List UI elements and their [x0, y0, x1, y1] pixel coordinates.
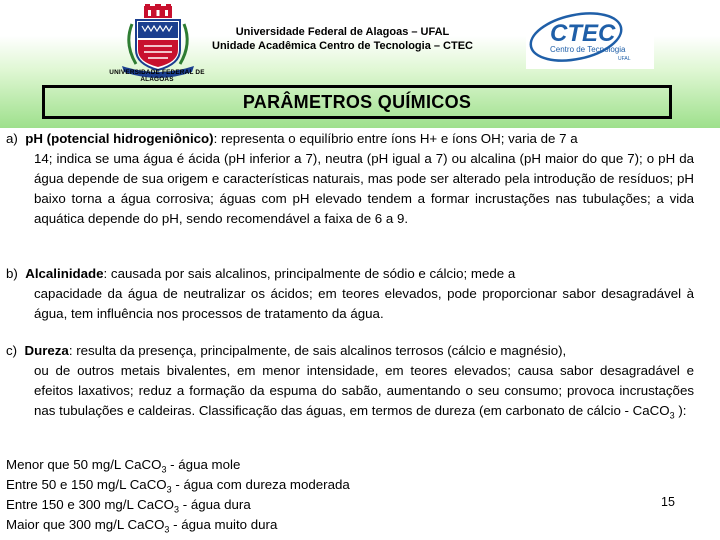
university-name: Universidade Federal de Alagoas – UFAL — [235, 26, 450, 38]
ufal-logo-caption: UNIVERSIDADE FEDERAL DE ALAGOAS — [109, 69, 205, 83]
section-first-line: : resulta da presença, principalmente, de sais alcalinos terrosos (cálcio e magnésio), — [68, 343, 567, 358]
section-marker: c) — [6, 343, 18, 358]
subscript: 3 — [669, 410, 675, 421]
section-dureza — [6, 341, 694, 421]
list-item-text: Maior que 300 mg/L CaCO — [6, 517, 165, 532]
section-body — [6, 361, 694, 421]
section-ph — [6, 129, 694, 229]
subscript: 3 — [166, 484, 172, 495]
subscript: 3 — [164, 524, 170, 535]
list-item-text: Entre 50 e 150 mg/L CaCO — [6, 477, 167, 492]
section-term: Dureza — [24, 343, 69, 358]
academic-unit-name: Unidade Acadêmica Centro de Tecnologia – CTEC — [212, 40, 473, 52]
subscript: 3 — [161, 464, 167, 475]
section-first-line: : causada por sais alcalinos, principalmente de sódio e cálcio; mede a — [103, 266, 516, 281]
institution-header — [185, 25, 500, 53]
list-item — [6, 495, 350, 515]
ctec-logo-subtitle: Centro de Tecnologia — [550, 45, 626, 54]
list-item — [6, 515, 350, 535]
list-item-class: - água com dureza moderada — [171, 477, 350, 492]
section-body: capacidade da água de neutralizar os ácidos; em teores elevados, pode proporcionar sabor desagradável à água, tem influência nos processos de tratamento da água. — [34, 286, 694, 321]
list-item-class: - água muito dura — [169, 517, 278, 532]
list-item — [6, 475, 350, 495]
section-body-end: ): — [674, 403, 687, 418]
ctec-logo — [526, 9, 654, 69]
section-term: pH (potencial hidrogeniônico) — [25, 131, 214, 146]
page-title: PARÂMETROS QUÍMICOS — [42, 85, 672, 119]
section-body: 14; indica se uma água é ácida (pH inferior a 7), neutra (pH igual a 7) ou alcalina (pH maior do que 7); o pH da água depende de sua origem e características naturais, mas pode ser alterado pela introdução de resíduos; pH baixo torna a água corrosiva; águas com pH elevado tendem a formar incrustações nas tubulações; a vida aquática depende do pH, sendo recomendável a faixa de 6 a 9. — [34, 151, 694, 226]
list-item-text: Entre 150 e 300 mg/L CaCO — [6, 497, 175, 512]
section-marker: a) — [6, 131, 18, 146]
list-item-class: - água dura — [179, 497, 251, 512]
section-body-text: ou de outros metais bivalentes, em menor intensidade, em teores elevados; causa sabor desagradável e efeitos laxativos; reduz a formação da espuma do sabão, aumentando o seu consumo; provoca incrustações nas tubulações e caldeiras. Classificação das águas, em termos de dureza (em carbonato de cálcio - CaCO — [34, 363, 694, 418]
hardness-classification-list — [6, 455, 350, 535]
section-term: Alcalinidade — [25, 266, 104, 281]
page-number: 15 — [661, 495, 675, 509]
list-item — [6, 455, 350, 475]
list-item-text: Menor que 50 mg/L CaCO — [6, 457, 162, 472]
section-marker: b) — [6, 266, 18, 281]
list-item-class: - água mole — [166, 457, 241, 472]
section-first-line: : representa o equilíbrio entre íons H+ e íons OH; varia de 7 a — [213, 131, 578, 146]
ctec-logo-small: UFAL — [618, 56, 631, 62]
subscript: 3 — [174, 504, 180, 515]
ctec-logo-wordmark: CTEC — [550, 20, 616, 47]
section-alcalinidade — [6, 264, 694, 324]
